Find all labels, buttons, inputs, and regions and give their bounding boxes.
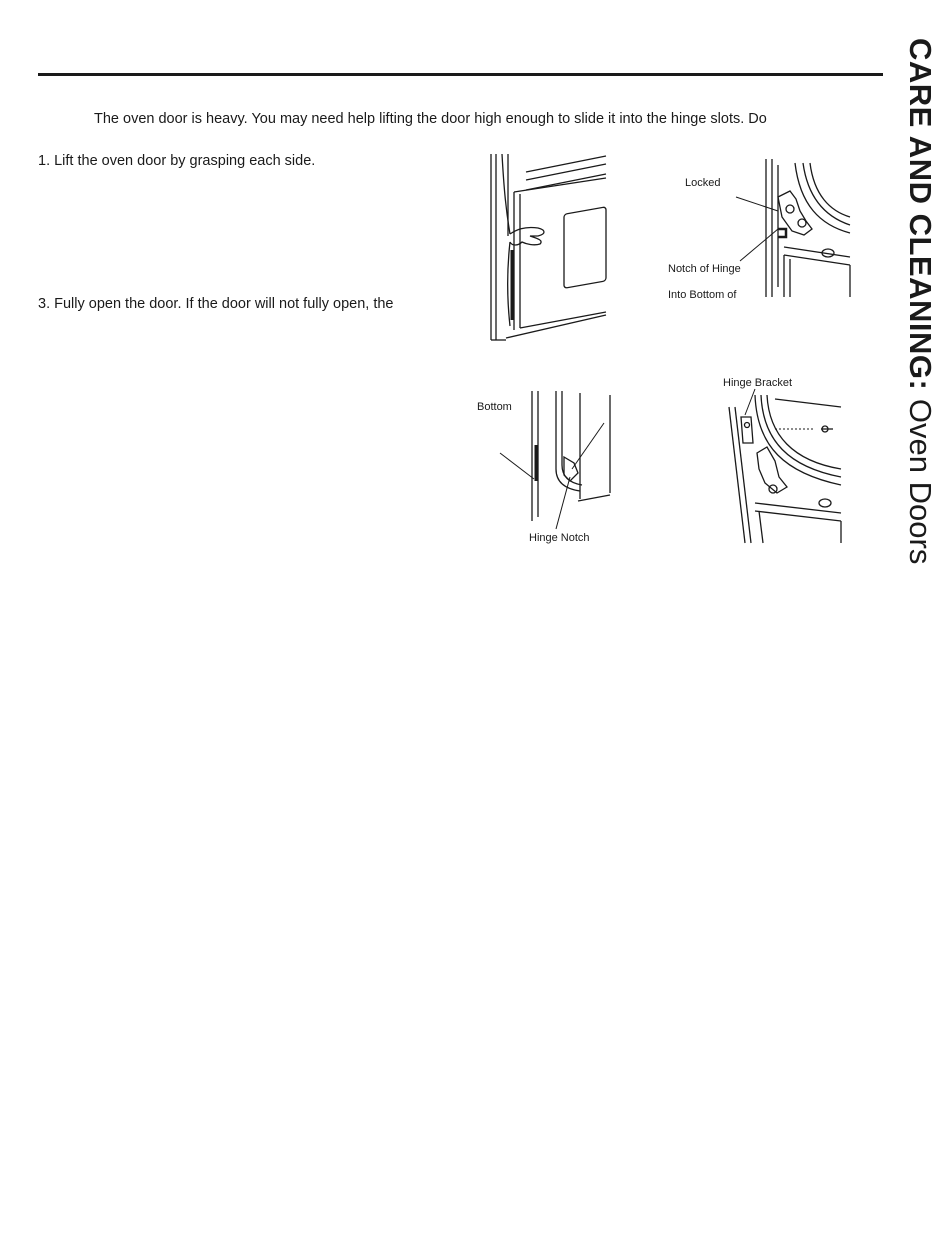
figure-hinge-bracket xyxy=(715,375,845,545)
section-title-bold: CARE AND CLEANING: xyxy=(903,38,938,391)
header-rule xyxy=(38,73,883,76)
label-bottom: Bottom xyxy=(477,401,512,413)
step-3-text: 3. Fully open the door. If the door will not fully open, the xyxy=(38,296,394,312)
label-hinge-notch: Hinge Notch xyxy=(529,532,590,544)
label-locked: Locked xyxy=(685,177,721,189)
label-hinge-bracket: Hinge Bracket xyxy=(723,377,793,389)
figure-lift-door xyxy=(486,150,611,345)
step-1-text: 1. Lift the oven door by grasping each side. xyxy=(38,153,316,169)
intro-paragraph: The oven door is heavy. You may need help lifting the door high enough to slide it into the hinge slots. Do xyxy=(94,111,767,127)
label-notch-of-hinge: Notch of Hinge xyxy=(668,263,741,275)
figure-hinge-notch xyxy=(470,365,620,550)
label-into-bottom-of: Into Bottom of xyxy=(668,289,737,301)
figure-hinge-locked xyxy=(660,155,855,300)
section-title-light: Oven Doors xyxy=(903,398,938,565)
section-title xyxy=(896,38,946,583)
